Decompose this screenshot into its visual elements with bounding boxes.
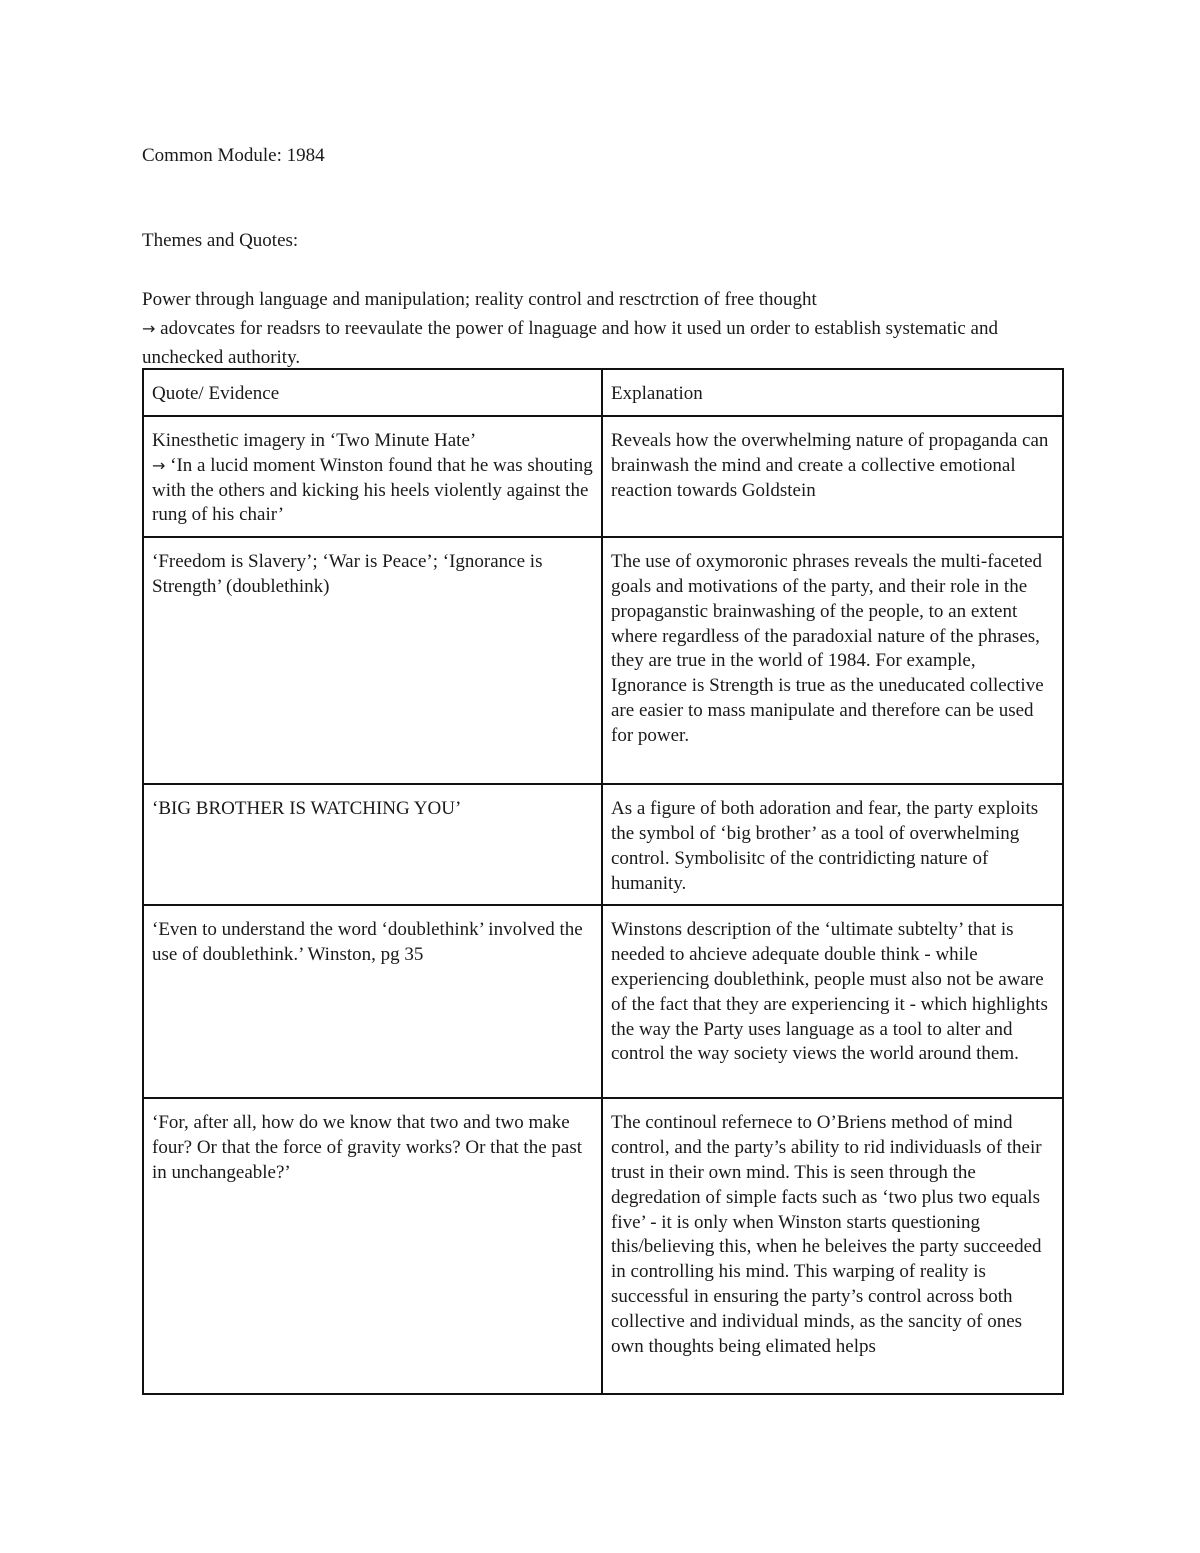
explanation-cell bbox=[602, 1098, 1063, 1394]
right-arrow-icon: → bbox=[142, 319, 156, 338]
table-header-row bbox=[143, 369, 1063, 416]
table-row bbox=[143, 1098, 1063, 1394]
table-row bbox=[143, 784, 1063, 905]
quote-text: ‘Freedom is Slavery’; ‘War is Peace’; ‘Ignorance is Strength’ (doublethink) bbox=[152, 551, 543, 597]
theme-detail: adovcates for readsrs to reevaulate the power of lnaguage and how it used un order to establish systematic and unchecked authority. bbox=[142, 318, 998, 368]
table-row bbox=[143, 537, 1063, 784]
table-row bbox=[143, 905, 1063, 1098]
explanation-text: The continoul refernece to O’Briens method of mind control, and the party’s ability to rid individuasls of their trust in their own mind. This is seen through the degredation of simple facts such as ‘two plus two equals five’ - it is only when Winston starts questioning this/believing this, when he beleives the party succeeded in controlling his mind. This warping of reality is successful in ensuring the party’s control across both collective and individual minds, as the sancity of ones own thoughts being elimated helps bbox=[611, 1112, 1042, 1357]
explanation-text: Winstons description of the ‘ultimate subtelty’ that is needed to ahcieve adequate double think - while experiencing doublethink, people must also not be aware of the fact that they are experiencing it - which highlights the way the Party uses language as a tool to alter and control the way society views the world around them. bbox=[611, 919, 1048, 1065]
document-title: Common Module: 1984 bbox=[142, 145, 325, 166]
right-arrow-icon: → bbox=[152, 455, 166, 475]
quote-text: ‘BIG BROTHER IS WATCHING YOU’ bbox=[152, 798, 462, 820]
theme-line: Power through language and manipulation; reality control and resctrction of free thought bbox=[142, 289, 817, 310]
theme-detail-paragraph bbox=[142, 314, 1062, 372]
explanation-text: As a figure of both adoration and fear, the party exploits the symbol of ‘big brother’ as a tool of overwhelming control. Symbolisitc of the contridicting nature of humanity. bbox=[611, 798, 1039, 894]
theme-intro bbox=[142, 285, 1062, 372]
explanation-text: The use of oxymoronic phrases reveals the multi-faceted goals and motivations of the party, and their role in the propaganstic brainwashing of the people, to an extent where regardless of the paradoxial nature of the phrases, they are true in the world of 1984. For example, Ignorance is Strength is true as the uneducated collective are easier to mass manipulate and therefore can be used for power. bbox=[611, 551, 1044, 746]
explanation-text: Reveals how the overwhelming nature of propaganda can brainwash the mind and create a collective emotional reaction towards Goldstein bbox=[611, 430, 1049, 501]
quote-cell bbox=[143, 416, 602, 537]
quote-cell bbox=[143, 784, 602, 905]
section-heading: Themes and Quotes: bbox=[142, 230, 299, 251]
explanation-cell bbox=[602, 537, 1063, 784]
header-explanation: Explanation bbox=[602, 369, 1063, 416]
explanation-cell bbox=[602, 784, 1063, 905]
explanation-cell bbox=[602, 905, 1063, 1098]
quote-intro: Kinesthetic imagery in ‘Two Minute Hate’ bbox=[152, 430, 477, 451]
quote-text: ‘Even to understand the word ‘doublethink’ involved the use of doublethink.’ Winston, pg 35 bbox=[152, 919, 583, 966]
quote-text-wrapper bbox=[152, 454, 593, 528]
header-quote-evidence: Quote/ Evidence bbox=[143, 369, 602, 416]
quote-text: ‘In a lucid moment Winston found that he was shouting with the others and kicking his heels violently against the rung of his chair’ bbox=[152, 454, 593, 526]
table-row bbox=[143, 416, 1063, 537]
quote-cell bbox=[143, 537, 602, 784]
quote-cell bbox=[143, 905, 602, 1098]
quote-text: ‘For, after all, how do we know that two and two make four? Or that the force of gravity works? Or that the past in unchangeable?’ bbox=[152, 1112, 582, 1183]
quotes-table bbox=[142, 368, 1064, 1395]
explanation-cell bbox=[602, 416, 1063, 537]
quote-cell bbox=[143, 1098, 602, 1394]
